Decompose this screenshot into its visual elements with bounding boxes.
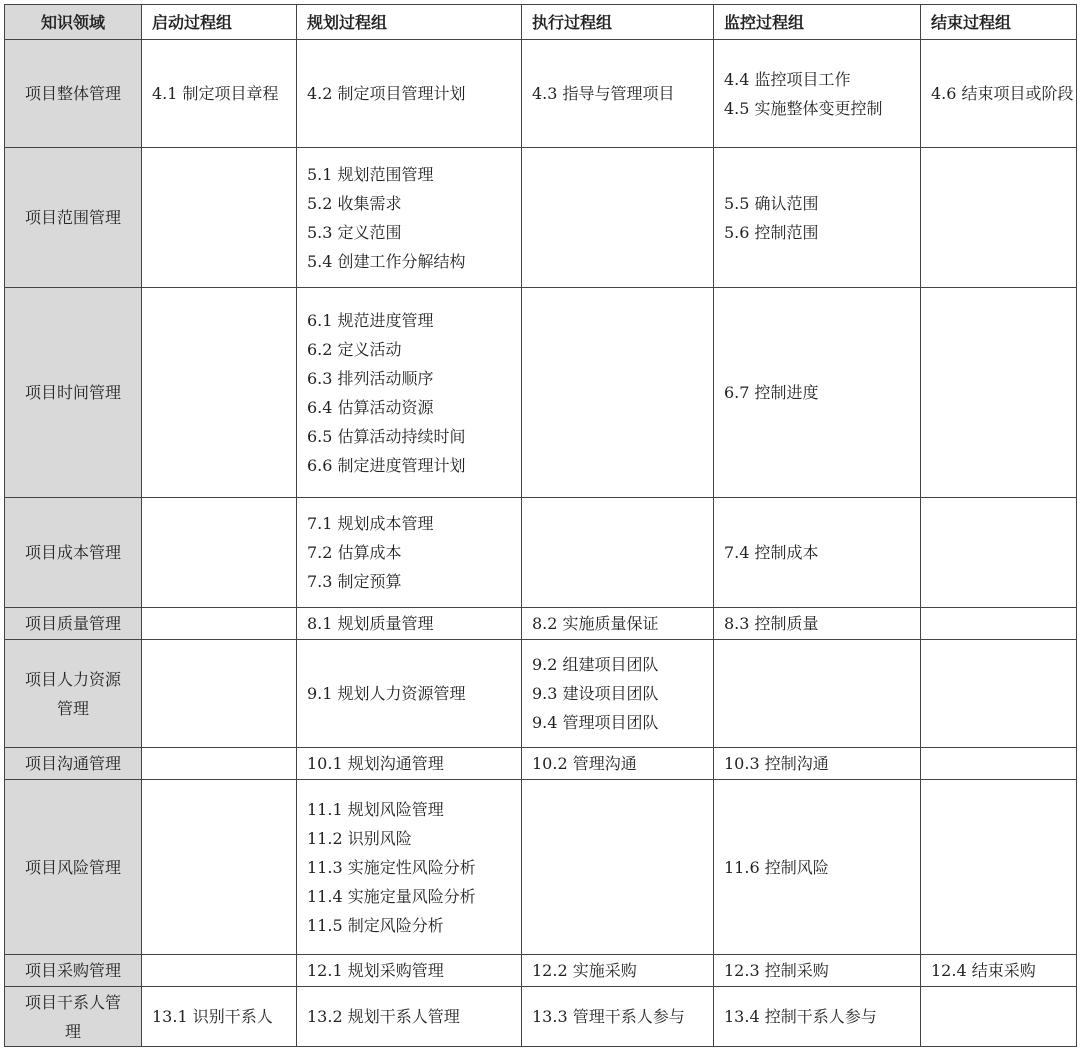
header-row — [5, 5, 1077, 40]
process-item: 4.1 制定项目章程 — [152, 83, 279, 103]
monitoring-cell — [714, 148, 921, 288]
closing-cell — [921, 955, 1077, 987]
planning-cell — [297, 780, 522, 955]
process-group-table — [4, 4, 1077, 1047]
initiating-cell — [142, 148, 297, 288]
knowledge-area-cell: 项目成本管理 — [5, 498, 142, 608]
knowledge-area-cell: 项目时间管理 — [5, 288, 142, 498]
process-item: 9.4 管理项目团队 — [532, 713, 659, 732]
planning-cell — [297, 748, 522, 780]
process-item: 5.4 创建工作分解结构 — [307, 251, 466, 271]
closing-cell — [921, 987, 1077, 1047]
knowledge-area-cell: 项目质量管理 — [5, 608, 142, 640]
process-item: 6.6 制定进度管理计划 — [307, 455, 466, 475]
process-item: 4.5 实施整体变更控制 — [724, 98, 883, 118]
process-item: 10.1 规划沟通管理 — [307, 754, 444, 773]
table-row — [5, 40, 1077, 148]
process-item: 7.1 规划成本管理 — [307, 514, 434, 533]
initiating-cell — [142, 748, 297, 780]
process-item: 8.3 控制质量 — [724, 614, 819, 633]
process-item: 11.4 实施定量风险分析 — [307, 886, 476, 906]
initiating-cell — [142, 608, 297, 640]
process-item: 6.5 估算活动持续时间 — [307, 426, 466, 446]
closing-cell — [921, 748, 1077, 780]
closing-cell — [921, 40, 1077, 148]
knowledge-area-cell: 项目采购管理 — [5, 955, 142, 987]
planning-cell — [297, 288, 522, 498]
process-item: 11.1 规划风险管理 — [307, 799, 444, 819]
process-item: 13.3 管理干系人参与 — [532, 1006, 685, 1026]
table-row — [5, 640, 1077, 748]
process-item: 7.4 控制成本 — [724, 543, 819, 562]
initiating-cell — [142, 640, 297, 748]
planning-cell — [297, 40, 522, 148]
executing-cell — [522, 608, 714, 640]
closing-cell — [921, 780, 1077, 955]
knowledge-area-cell: 项目干系人管理 — [5, 987, 142, 1047]
table-row — [5, 955, 1077, 987]
planning-cell — [297, 498, 522, 608]
process-item: 11.2 识别风险 — [307, 828, 412, 848]
table-body — [5, 40, 1077, 1047]
process-item: 13.2 规划干系人管理 — [307, 1007, 460, 1026]
closing-cell — [921, 608, 1077, 640]
process-item: 4.3 指导与管理项目 — [532, 84, 675, 103]
initiating-cell — [142, 987, 297, 1047]
monitoring-cell — [714, 987, 921, 1047]
executing-cell — [522, 40, 714, 148]
planning-cell — [297, 987, 522, 1047]
monitoring-cell — [714, 780, 921, 955]
planning-cell — [297, 955, 522, 987]
executing-cell — [522, 748, 714, 780]
process-item: 12.2 实施采购 — [532, 961, 637, 980]
closing-cell — [921, 640, 1077, 748]
knowledge-area-cell: 项目范围管理 — [5, 148, 142, 288]
initiating-cell — [142, 40, 297, 148]
process-item: 11.6 控制风险 — [724, 857, 829, 877]
process-item: 9.2 组建项目团队 — [532, 655, 659, 674]
process-item: 4.2 制定项目管理计划 — [307, 84, 466, 103]
monitoring-cell — [714, 955, 921, 987]
planning-cell — [297, 608, 522, 640]
table-row — [5, 748, 1077, 780]
process-item: 6.1 规范进度管理 — [307, 310, 434, 330]
executing-cell — [522, 498, 714, 608]
process-item: 4.6 结束项目或阶段 — [931, 83, 1074, 103]
process-item: 5.6 控制范围 — [724, 222, 819, 242]
process-item: 13.4 控制干系人参与 — [724, 1007, 877, 1026]
initiating-cell — [142, 955, 297, 987]
process-item: 6.4 估算活动资源 — [307, 397, 434, 417]
header-executing: 执行过程组 — [522, 5, 714, 40]
process-item: 13.1 识别干系人 — [152, 1006, 273, 1026]
monitoring-cell — [714, 40, 921, 148]
monitoring-cell — [714, 748, 921, 780]
process-item: 12.4 结束采购 — [931, 961, 1036, 980]
knowledge-area-cell: 项目沟通管理 — [5, 748, 142, 780]
process-item: 6.7 控制进度 — [724, 383, 819, 402]
header-knowledge-area: 知识领域 — [5, 5, 142, 40]
process-item: 11.3 实施定性风险分析 — [307, 857, 476, 877]
executing-cell — [522, 288, 714, 498]
table-row — [5, 780, 1077, 955]
process-item: 12.1 规划采购管理 — [307, 961, 444, 980]
process-item: 5.1 规划范围管理 — [307, 164, 434, 184]
process-item: 8.2 实施质量保证 — [532, 614, 659, 633]
process-item: 7.2 估算成本 — [307, 543, 402, 562]
executing-cell — [522, 955, 714, 987]
monitoring-cell — [714, 288, 921, 498]
closing-cell — [921, 498, 1077, 608]
table-row — [5, 608, 1077, 640]
process-item: 10.3 控制沟通 — [724, 754, 829, 773]
process-item: 7.3 制定预算 — [307, 572, 402, 591]
table-row — [5, 987, 1077, 1047]
initiating-cell — [142, 498, 297, 608]
process-item: 6.2 定义活动 — [307, 339, 402, 359]
process-item: 5.5 确认范围 — [724, 193, 819, 213]
executing-cell — [522, 148, 714, 288]
process-item: 8.1 规划质量管理 — [307, 614, 434, 633]
initiating-cell — [142, 288, 297, 498]
closing-cell — [921, 148, 1077, 288]
initiating-cell — [142, 780, 297, 955]
header-initiating: 启动过程组 — [142, 5, 297, 40]
table-row — [5, 148, 1077, 288]
executing-cell — [522, 640, 714, 748]
process-item: 9.1 规划人力资源管理 — [307, 684, 466, 703]
closing-cell — [921, 288, 1077, 498]
knowledge-area-cell: 项目人力资源管理 — [5, 640, 142, 748]
table-row — [5, 498, 1077, 608]
planning-cell — [297, 148, 522, 288]
process-item: 10.2 管理沟通 — [532, 754, 637, 773]
knowledge-area-cell: 项目整体管理 — [5, 40, 142, 148]
executing-cell — [522, 780, 714, 955]
process-item: 9.3 建设项目团队 — [532, 684, 659, 703]
monitoring-cell — [714, 498, 921, 608]
monitoring-cell — [714, 608, 921, 640]
process-item: 6.3 排列活动顺序 — [307, 368, 434, 388]
process-item: 11.5 制定风险分析 — [307, 915, 444, 935]
planning-cell — [297, 640, 522, 748]
process-item: 12.3 控制采购 — [724, 961, 829, 980]
table-row — [5, 288, 1077, 498]
monitoring-cell — [714, 640, 921, 748]
process-item: 4.4 监控项目工作 — [724, 69, 851, 89]
knowledge-area-cell: 项目风险管理 — [5, 780, 142, 955]
header-planning: 规划过程组 — [297, 5, 522, 40]
executing-cell — [522, 987, 714, 1047]
process-item: 5.2 收集需求 — [307, 193, 402, 213]
header-closing: 结束过程组 — [921, 5, 1077, 40]
process-item: 5.3 定义范围 — [307, 222, 402, 242]
header-monitoring: 监控过程组 — [714, 5, 921, 40]
